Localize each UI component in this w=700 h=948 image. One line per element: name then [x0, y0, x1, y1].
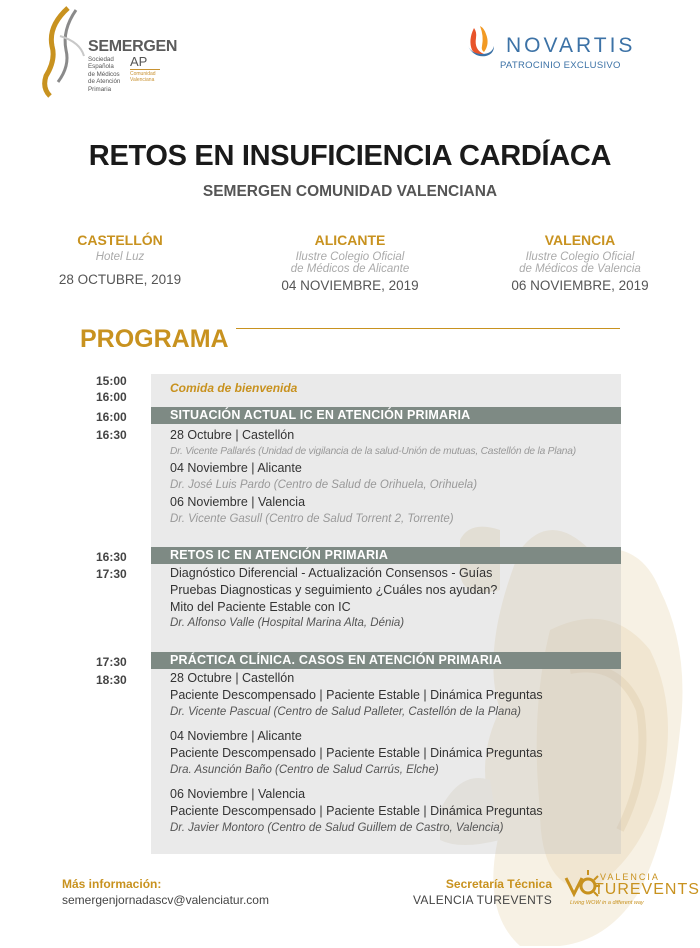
page-subtitle: SEMERGEN COMUNIDAD VALENCIANA — [202, 183, 498, 200]
semergen-ap: AP — [130, 54, 148, 69]
venue-valencia — [495, 232, 665, 293]
secretaria-name: VALENCIA TUREVENTS — [413, 893, 552, 907]
turevents-valencia: VALENCIA — [600, 872, 660, 882]
venue-place: Ilustre Colegio Oficial — [525, 251, 635, 263]
session-line: Paciente Descompensado | Paciente Estable | Dinámica Preguntas — [170, 804, 543, 818]
speaker-line: Dr. Vicente Gasull (Centro de Salud Torrent 2, Torrente) — [170, 513, 454, 525]
turevents-logo — [562, 866, 700, 910]
semergen-subtitle-line: Primaria — [88, 85, 112, 93]
semergen-subtitle-line: Sociedad — [88, 56, 114, 63]
secretaria-label: Secretaría Técnica — [445, 877, 552, 891]
time-end: 17:30 — [96, 567, 127, 581]
section-bar: SITUACIÓN ACTUAL IC EN ATENCIÓN PRIMARIA — [151, 407, 621, 424]
semergen-cv-line: Valenciana — [130, 77, 155, 83]
session-line: 04 Noviembre | Alicante — [170, 729, 302, 743]
section-bar: RETOS IC EN ATENCIÓN PRIMARIA — [151, 547, 621, 564]
time-end: 16:30 — [96, 428, 127, 442]
semergen-subtitle — [88, 56, 128, 93]
speaker-line: Dr. Vicente Pallarés (Unidad de vigilancia de la salud-Unión de mutuas, Castellón de la Plana) — [170, 446, 576, 457]
session-line: Diagnóstico Diferencial - Actualización Consensos - Guías — [170, 566, 493, 580]
venue-date: 04 NOVIEMBRE, 2019 — [281, 278, 419, 293]
semergen-cv-line: Comunidad — [130, 71, 156, 77]
semergen-divider — [130, 69, 160, 70]
semergen-subtitle-line: de Médicos — [88, 70, 120, 78]
session-line: 28 Octubre | Castellón — [170, 428, 295, 442]
session-line: Paciente Descompensado | Paciente Estable | Dinámica Preguntas — [170, 688, 543, 702]
venue-city: ALICANTE — [314, 232, 386, 248]
time-start: 16:00 — [96, 410, 127, 424]
venue-date: 28 OCTUBRE, 2019 — [58, 272, 182, 287]
venue-alicante — [265, 232, 435, 293]
venue-castellon — [40, 232, 200, 287]
semergen-subtitle-line: Española — [88, 63, 114, 71]
semergen-title: SEMERGEN — [88, 38, 178, 55]
speaker-line: Dr. José Luis Pardo (Centro de Salud de Orihuela, Orihuela) — [170, 479, 478, 491]
session-line: 06 Noviembre | Valencia — [170, 495, 306, 509]
more-info-label: Más información: — [62, 877, 162, 891]
venue-city: VALENCIA — [544, 232, 616, 248]
speaker-line: Dra. Asunción Baño (Centro de Salud Carrús, Elche) — [170, 764, 439, 776]
welcome-label: Comida de bienvenida — [170, 381, 298, 395]
semergen-swoosh-icon — [40, 6, 90, 98]
session-line: Pruebas Diagnosticas y seguimiento ¿Cuáles nos ayudan? — [170, 583, 498, 597]
time-end: 16:00 — [96, 390, 127, 404]
time-start: 15:00 — [96, 374, 127, 388]
venue-place: Ilustre Colegio Oficial — [295, 251, 405, 263]
novartis-sponsor: PATROCINIO EXCLUSIVO — [500, 60, 621, 71]
venue-place: de Médicos de Alicante — [290, 263, 410, 275]
contact-email[interactable]: semergenjornadascv@valenciatur.com — [62, 893, 269, 907]
semergen-subtitle-line: de Atención — [88, 78, 121, 86]
venue-place: de Médicos de Valencia — [519, 263, 641, 275]
session-line: 28 Octubre | Castellón — [170, 671, 295, 685]
time-start: 17:30 — [96, 655, 127, 669]
session-line: Paciente Descompensado | Paciente Estable | Dinámica Preguntas — [170, 746, 543, 760]
novartis-logo — [460, 24, 670, 74]
section-bar: PRÁCTICA CLÍNICA. CASOS EN ATENCIÓN PRIMARIA — [151, 652, 621, 669]
venue-city: CASTELLÓN — [77, 232, 163, 248]
semergen-logo — [40, 6, 178, 98]
speaker-line: Dr. Javier Montoro (Centro de Salud Guillem de Castro, Valencia) — [170, 822, 504, 834]
venue-date: 06 NOVIEMBRE, 2019 — [511, 278, 649, 293]
programa-divider — [236, 328, 620, 329]
turevents-tagline: Living WOW in a different way — [570, 900, 644, 906]
programa-heading: PROGRAMA — [80, 325, 229, 353]
session-line: 06 Noviembre | Valencia — [170, 787, 306, 801]
semergen-cv — [130, 71, 170, 83]
venue-place: Hotel Luz — [95, 251, 145, 263]
novartis-flame-icon — [464, 24, 496, 58]
session-line: 04 Noviembre | Alicante — [170, 461, 302, 475]
novartis-name: NOVARTIS — [506, 34, 636, 57]
time-start: 16:30 — [96, 550, 127, 564]
speaker-line: Dr. Alfonso Valle (Hospital Marina Alta, Dénia) — [170, 617, 405, 629]
speaker-line: Dr. Vicente Pascual (Centro de Salud Palleter, Castellón de la Plana) — [170, 706, 521, 718]
session-line: Mito del Paciente Estable con IC — [170, 600, 351, 614]
turevents-name: TUREVENTS — [594, 881, 700, 898]
time-end: 18:30 — [96, 673, 127, 687]
page-title: RETOS EN INSUFICIENCIA CARDÍACA — [88, 140, 612, 172]
